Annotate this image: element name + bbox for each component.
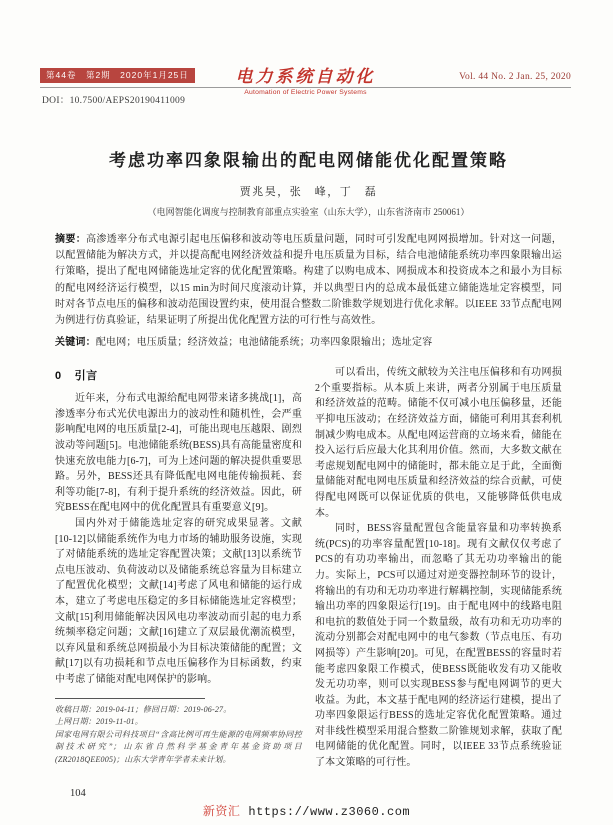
authors: 贾兆昊，张 峰，丁 磊 bbox=[239, 186, 378, 198]
section-heading bbox=[55, 367, 302, 383]
abstract-text: 高渗透率分布式电源引起电压偏移和波动等电压质量问题，同时可引发配电网网损增加。针对这一问题，以配置储能为解决方式，并以提高配电网经济效益和提升电压质量为目标，结合电池储能系统功率四象限输出运行策略，提出了配电网储能选址定容的优化配置策略。构建了以购电成本、网损成本和投资成本之和最小为目标的配电网经济运行模型，以15 min为时间尺度滚动计算，并以典型日内的总成本最低建立储能选址定容模型，同时对各节点电压的偏移和波动范围设置约束，使用混合整数二阶锥数学规划进行优化求解。以IEEE 33节点配电网为例进行仿真验证，结果证明了所提出优化配置方法的可行性与高效性。 bbox=[55, 234, 562, 327]
volume-info: Vol. 44 No. 2 Jan. 25, 2020 bbox=[459, 72, 571, 82]
paragraph: 同时，BESS容量配置包含能量容量和功率转换系统(PCS)的功率容量配置[10-18]。现有文献仅仅考虑了PCS的有功功率输出，而忽略了其无功功率输出的能力。实际上，PCS可以通过对逆变器控制环节的设计，将输出的有功和无功功率进行解耦控制，实现储能系统输出功率的四象限运行[19]。由于配电网中的线路电阻和电抗的数值处于同一个数量级，故有功和无功功率的流动分别都会对配电网中的电气参数（节点电压、有功网损等）产生影响[20]。可见，在配置BESS的容量时若能考虑四象限工作模式，使BESS既能收发有功又能收发无功功率，则可以实现BESS参与配电网调节的更大收益。为此，本文基于配电网的经济运行建模，提出了功率四象限运行BESS的选址定容优化配置策略。通过对非线性模型采用混合整数二阶锥规划求解，获取了配电网储能的优化配置。同时，以IEEE 33节点系统验证了本文策略的可行性。 bbox=[315, 523, 562, 769]
watermark-url: https://www.z3060.com bbox=[248, 805, 411, 819]
abstract bbox=[55, 232, 562, 329]
two-column-body bbox=[55, 365, 562, 770]
watermark bbox=[0, 802, 613, 819]
article-title: 考虑功率四象限输出的配电网储能优化配置策略 bbox=[109, 151, 508, 170]
keywords-text: 配电网；电压质量；经济效益；电池储能系统；功率四象限输出；选址定容 bbox=[95, 337, 433, 349]
right-column bbox=[315, 365, 562, 770]
journal-logo bbox=[211, 66, 401, 96]
footnote-rule bbox=[55, 698, 205, 699]
journal-name-en: Automation of Electric Power Systems bbox=[244, 89, 367, 96]
footnote bbox=[55, 698, 302, 767]
issue-box: 第44卷 第2期 2020年1月25日 bbox=[40, 68, 195, 83]
keywords bbox=[55, 335, 562, 351]
keywords-label: 关键词： bbox=[55, 337, 96, 349]
page-number: 104 bbox=[70, 788, 86, 799]
watermark-name: 新资汇 bbox=[202, 805, 241, 819]
section-number: 0 bbox=[55, 370, 62, 383]
left-column bbox=[55, 365, 302, 770]
article-content bbox=[55, 146, 562, 771]
section-title: 引言 bbox=[74, 370, 98, 383]
footnote-received-date: 收稿日期：2019-04-11；修回日期：2019-06-27。 bbox=[55, 704, 232, 714]
footnote-funding: 国家电网有限公司科技项目“含高比例可再生能源的电网频率协同控制技术研究”；山东省自然科学基金青年基金资助项目(ZR2018QEE005)；山东大学青年学者未来计划。 bbox=[55, 729, 302, 764]
footnote-online-date: 上网日期：2019-11-01。 bbox=[55, 717, 143, 727]
abstract-label: 摘要： bbox=[55, 234, 87, 245]
paragraph: 近年来，分布式电源给配电网带来诸多挑战[1]，高渗透率分布式光伏电源出力的波动性和随机性，会严重影响配电网的电压质量[2-4]，可能出现电压越限、剧烈波动等问题[5]。电池储能系统(BESS)具有高能量密度和快速充放电能力[6-7]，可为上述问题的解决提供重要思路。另外，BESS还具有降低配电网电能传输损耗、套利等功能[7-8]，有利于提升系统的经济效益。因此，研究BESS在配电网中的优化配置具有重要意义[9]。 bbox=[55, 393, 302, 514]
affiliation: （电网智能化调度与控制教育部重点实验室（山东大学），山东省济南市 250061） bbox=[147, 207, 470, 217]
masthead bbox=[40, 66, 571, 108]
paragraph: 国内外对于储能选址定容的研究成果显著。文献[10-12]以储能系统作为电力市场的辅助服务设施，实现了对储能系统的选址定容配置决策；文献[13]以系统节点电压波动、负荷波动以及储能系统总容量为目标建立了配置优化模型；文献[14]考虑了风电和储能的运行成本，建立了考虑电压稳定的多目标储能选址定容模型；文献[15]利用储能解决因风电功率波动而引起的电力系统频率稳定问题；文献[16]建立了双层最优潮流模型，以弃风量和系统总网损最小为目标决策储能的配置；文献[17]以有功损耗和节点电压偏移作为目标函数，约束中考虑了储能对配电网保护的影响。 bbox=[55, 517, 302, 685]
paragraph: 可以看出，传统文献较为关注电压偏移和有功网损2个重要指标。从本质上来讲，两者分别属于电压质量和经济效益的范畴。储能不仅可减小电压偏移量，还能平抑电压波动；在经济效益方面，储能可利用其套利机制减少购电成本。从配电网运营商的立场来看，储能在投入运行后应最大化其利用价值。然而，大多数文献在考虑规划配电网中的储能时，都未能立足于此，全面衡量储能对配电网电压质量和经济效益的综合贡献，可使得配电网既可以保证优质的供电，又能够降低供电成本。 bbox=[315, 367, 562, 519]
doi: DOI：10.7500/AEPS20190411009 bbox=[42, 96, 186, 106]
journal-name-cn: 电力系统自动化 bbox=[235, 67, 376, 86]
